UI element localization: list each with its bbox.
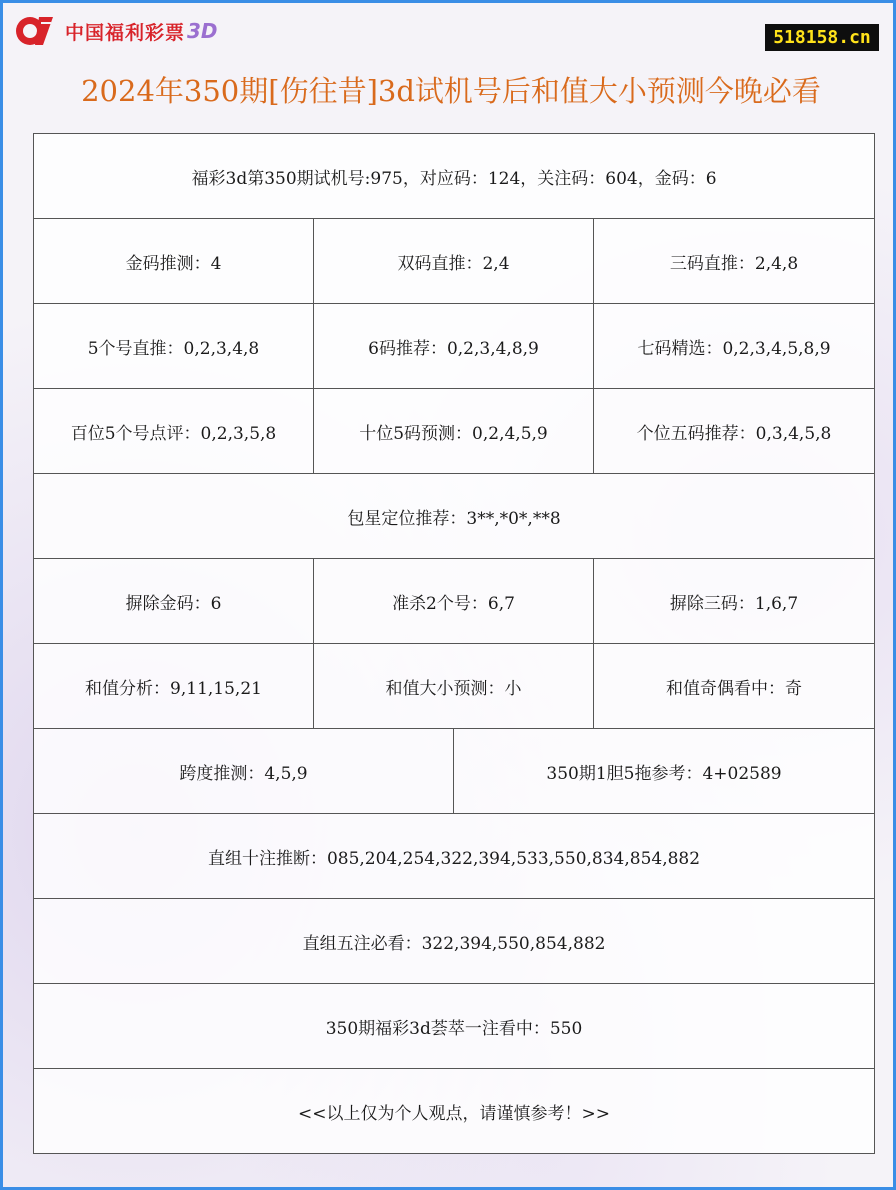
- ten-bets-cell: 直组十注推断：085,204,254,322,394,533,550,834,854,882: [34, 814, 875, 899]
- table-row: [34, 304, 875, 389]
- table-row: [34, 474, 875, 559]
- table-row: [34, 729, 875, 814]
- page-title: 2024年350期[伤往昔]3d试机号后和值大小预测今晚必看: [81, 74, 821, 108]
- site-badge[interactable]: 518158.cn: [765, 24, 879, 51]
- one-bet-cell: 350期福彩3d荟萃一注看中：550: [34, 984, 875, 1069]
- lottery-logo-icon: [13, 13, 59, 49]
- banker-cell: 350期1胆5拖参考：4+02589: [454, 729, 875, 814]
- kill-two-cell: 准杀2个号：6,7: [314, 559, 594, 644]
- five-bets-cell: 直组五注必看：322,394,550,854,882: [34, 899, 875, 984]
- span-cell: 跨度推测：4,5,9: [34, 729, 454, 814]
- table-row: [34, 219, 875, 304]
- exclude-three-cell: 摒除三码：1,6,7: [594, 559, 875, 644]
- prediction-table: [33, 133, 875, 1154]
- tens-cell: 十位5码预测：0,2,4,5,9: [314, 389, 594, 474]
- table-row: [34, 899, 875, 984]
- disclaimer-cell: <<以上仅为个人观点，请谨慎参考！>>: [34, 1069, 875, 1154]
- double-code-cell: 双码直推：2,4: [314, 219, 594, 304]
- sum-analysis-cell: 和值分析：9,11,15,21: [34, 644, 314, 729]
- units-cell: 个位五码推荐：0,3,4,5,8: [594, 389, 875, 474]
- table-row: [34, 644, 875, 729]
- five-number-cell: 5个号直推：0,2,3,4,8: [34, 304, 314, 389]
- logo-suffix: 3D: [187, 19, 218, 43]
- table-row: [34, 814, 875, 899]
- triple-code-cell: 三码直推：2,4,8: [594, 219, 875, 304]
- table-row: [34, 1069, 875, 1154]
- hundreds-cell: 百位5个号点评：0,2,3,5,8: [34, 389, 314, 474]
- seven-code-cell: 七码精选：0,2,3,4,5,8,9: [594, 304, 875, 389]
- six-code-cell: 6码推荐：0,2,3,4,8,9: [314, 304, 594, 389]
- logo-text: 中国福利彩票: [65, 21, 186, 44]
- table-row: [34, 559, 875, 644]
- gold-code-cell: 金码推测：4: [34, 219, 314, 304]
- table-row: [34, 134, 875, 219]
- exclude-gold-cell: 摒除金码：6: [34, 559, 314, 644]
- trial-number-cell: 福彩3d第350期试机号:975，对应码：124，关注码：604，金码：6: [34, 134, 875, 219]
- logo[interactable]: [13, 11, 218, 51]
- sum-size-cell: 和值大小预测：小: [314, 644, 594, 729]
- sum-parity-cell: 和值奇偶看中：奇: [594, 644, 875, 729]
- table-row: [34, 984, 875, 1069]
- table-row: [34, 389, 875, 474]
- position-cell: 包星定位推荐：3**,*0*,**8: [34, 474, 875, 559]
